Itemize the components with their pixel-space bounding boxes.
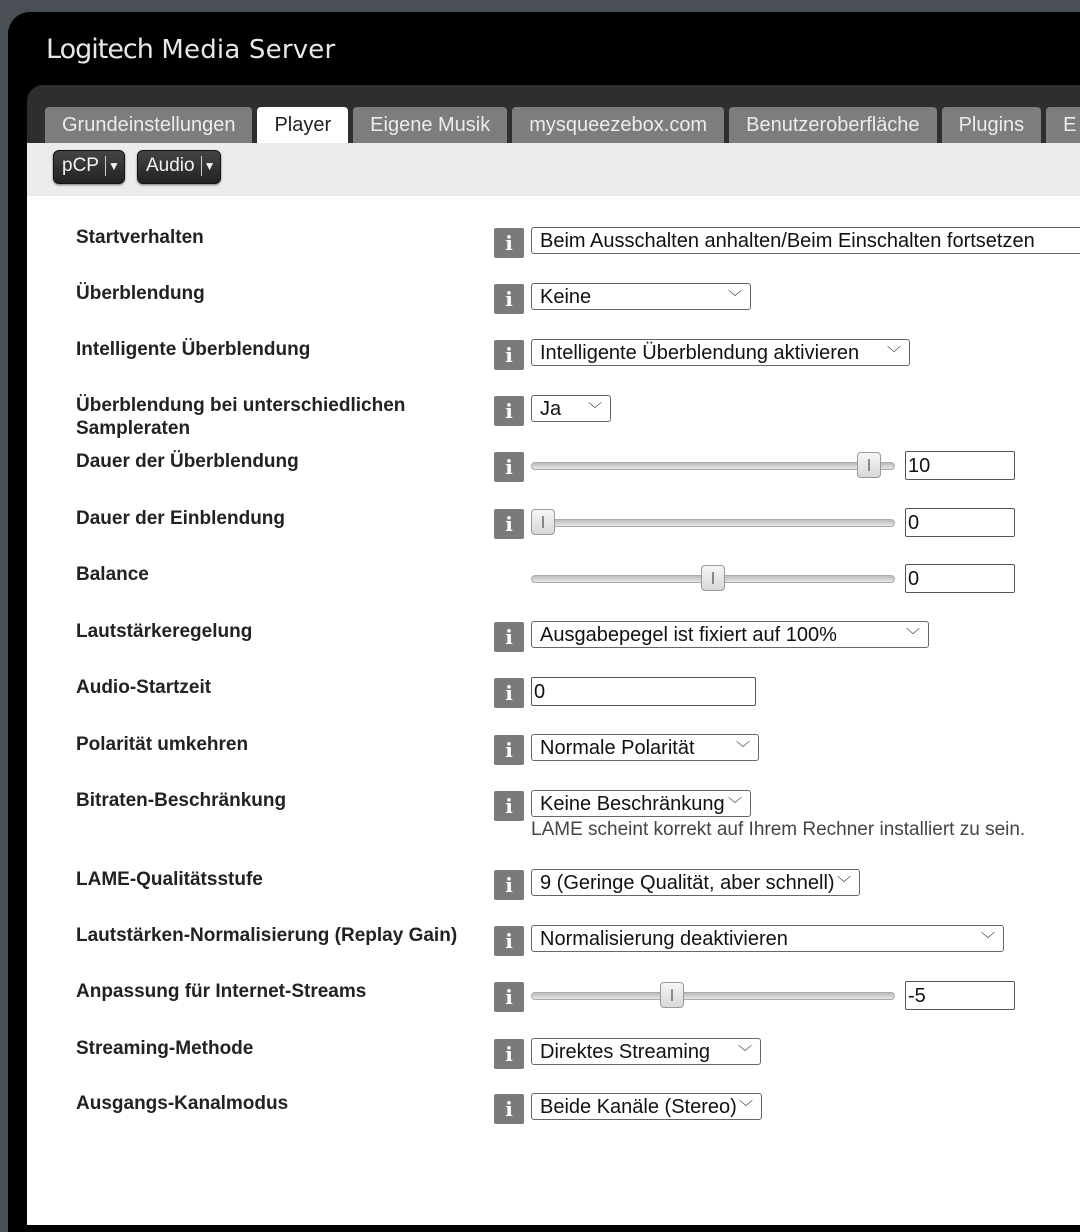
info-icon[interactable]: i — [494, 982, 524, 1012]
setting-label: Streaming-Methode — [76, 1038, 254, 1059]
setting-label: Überblendung — [76, 283, 205, 304]
setting-label: Audio-Startzeit — [76, 677, 212, 698]
info-icon[interactable]: i — [494, 791, 524, 821]
bitraten-select[interactable]: Keine Beschränkung ﹀ — [531, 790, 751, 817]
slider-handle[interactable] — [857, 452, 881, 478]
audio-startzeit-input[interactable]: 0 — [531, 677, 756, 706]
setting-label: LAME-Qualitätsstufe — [76, 869, 263, 890]
internet-streams-input[interactable]: -5 — [905, 981, 1015, 1010]
setting-label: Dauer der Überblendung — [76, 451, 299, 472]
settings-panel — [27, 85, 1080, 1225]
slider-handle[interactable] — [531, 509, 555, 535]
logitech-logo: Logitech — [46, 34, 153, 65]
tab-grundeinstellungen[interactable]: Grundeinstellungen — [45, 107, 252, 143]
chevron-down-icon: ▼ — [107, 159, 120, 173]
chevron-down-icon: ﹀ — [736, 740, 750, 756]
info-icon[interactable]: i — [494, 622, 524, 652]
setting-label: Überblendung bei unterschiedlichen Sampleraten — [76, 395, 406, 439]
ueberblendung-select[interactable]: Keine ﹀ — [531, 283, 751, 310]
app-title — [46, 34, 335, 65]
setting-label: Bitraten-Beschränkung — [76, 790, 287, 811]
info-icon[interactable]: i — [494, 228, 524, 258]
tab-benutzeroberflaeche[interactable]: Benutzeroberfläche — [729, 107, 936, 143]
dauer-ueberblendung-slider[interactable] — [531, 462, 895, 470]
chevron-down-icon: ﹀ — [837, 875, 851, 891]
chevron-down-icon: ﹀ — [739, 1099, 753, 1115]
info-icon[interactable]: i — [494, 1094, 524, 1124]
player-select-button[interactable] — [53, 150, 125, 184]
tab-plugins[interactable]: Plugins — [942, 107, 1042, 143]
product-name: Media Server — [161, 35, 336, 65]
setting-label: Balance — [76, 564, 149, 585]
player-name: pCP — [62, 155, 99, 177]
balance-input[interactable]: 0 — [905, 564, 1015, 593]
player-selector-bar — [27, 143, 1080, 196]
chevron-down-icon: ﹀ — [981, 931, 995, 947]
polaritaet-select[interactable]: Normale Polarität ﹀ — [531, 734, 759, 761]
tab-mysqueezebox[interactable]: mysqueezebox.com — [512, 107, 724, 143]
settings-content — [27, 196, 1080, 1225]
chevron-down-icon: ﹀ — [728, 289, 742, 305]
chevron-down-icon: ▼ — [203, 159, 216, 173]
lautstaerkeregelung-select[interactable]: Ausgabepegel ist fixiert auf 100% ﹀ — [531, 621, 929, 648]
info-icon[interactable]: i — [494, 340, 524, 370]
info-icon[interactable]: i — [494, 870, 524, 900]
chevron-down-icon: ﹀ — [728, 796, 742, 812]
section-name: Audio — [146, 155, 195, 177]
setting-label: Startverhalten — [76, 227, 204, 248]
streaming-methode-select[interactable]: Direktes Streaming ﹀ — [531, 1038, 761, 1065]
setting-label: Ausgangs-Kanalmodus — [76, 1093, 289, 1114]
tab-erweitert[interactable]: E — [1046, 107, 1080, 143]
setting-label: Anpassung für Internet-Streams — [76, 981, 367, 1002]
dauer-ueberblendung-input[interactable]: 10 — [905, 451, 1015, 480]
chevron-down-icon: ﹀ — [738, 1044, 752, 1060]
dauer-einblendung-slider[interactable] — [531, 519, 895, 527]
settings-tabs — [45, 107, 1080, 145]
setting-label: Lautstärkeregelung — [76, 621, 253, 642]
chevron-down-icon: ﹀ — [906, 627, 920, 643]
info-icon[interactable]: i — [494, 396, 524, 426]
info-icon[interactable]: i — [494, 678, 524, 708]
section-select-button[interactable] — [137, 150, 221, 184]
tab-eigene-musik[interactable]: Eigene Musik — [353, 107, 507, 143]
info-icon[interactable]: i — [494, 509, 524, 539]
chevron-down-icon: ﹀ — [588, 401, 602, 417]
slider-handle[interactable] — [660, 982, 684, 1008]
chevron-down-icon: ﹀ — [887, 345, 901, 361]
info-icon[interactable]: i — [494, 284, 524, 314]
setting-label: Lautstärken-Normalisierung (Replay Gain) — [76, 925, 458, 946]
sampleraten-select[interactable]: Ja ﹀ — [531, 395, 611, 422]
setting-label: Intelligente Überblendung — [76, 339, 311, 360]
slider-handle[interactable] — [701, 565, 725, 591]
info-icon[interactable]: i — [494, 735, 524, 765]
info-icon[interactable]: i — [494, 926, 524, 956]
setting-label: Polarität umkehren — [76, 734, 249, 755]
setting-label: Dauer der Einblendung — [76, 508, 286, 529]
info-icon[interactable]: i — [494, 1039, 524, 1069]
lame-status-note: LAME scheint korrekt auf Ihrem Rechner installiert zu sein. — [531, 819, 1026, 840]
dauer-einblendung-input[interactable]: 0 — [905, 508, 1015, 537]
lame-qualitaet-select[interactable]: 9 (Geringe Qualität, aber schnell) ﹀ — [531, 869, 860, 896]
tab-player[interactable]: Player — [257, 107, 348, 143]
info-icon[interactable]: i — [494, 452, 524, 482]
replay-gain-select[interactable]: Normalisierung deaktivieren ﹀ — [531, 925, 1004, 952]
intelligente-ueberblendung-select[interactable]: Intelligente Überblendung aktivieren ﹀ — [531, 339, 910, 366]
startverhalten-select[interactable]: Beim Ausschalten anhalten/Beim Einschalten fortsetzen — [531, 227, 1080, 254]
internet-streams-slider[interactable] — [531, 992, 895, 1000]
kanalmodus-select[interactable]: Beide Kanäle (Stereo) ﹀ — [531, 1093, 762, 1120]
